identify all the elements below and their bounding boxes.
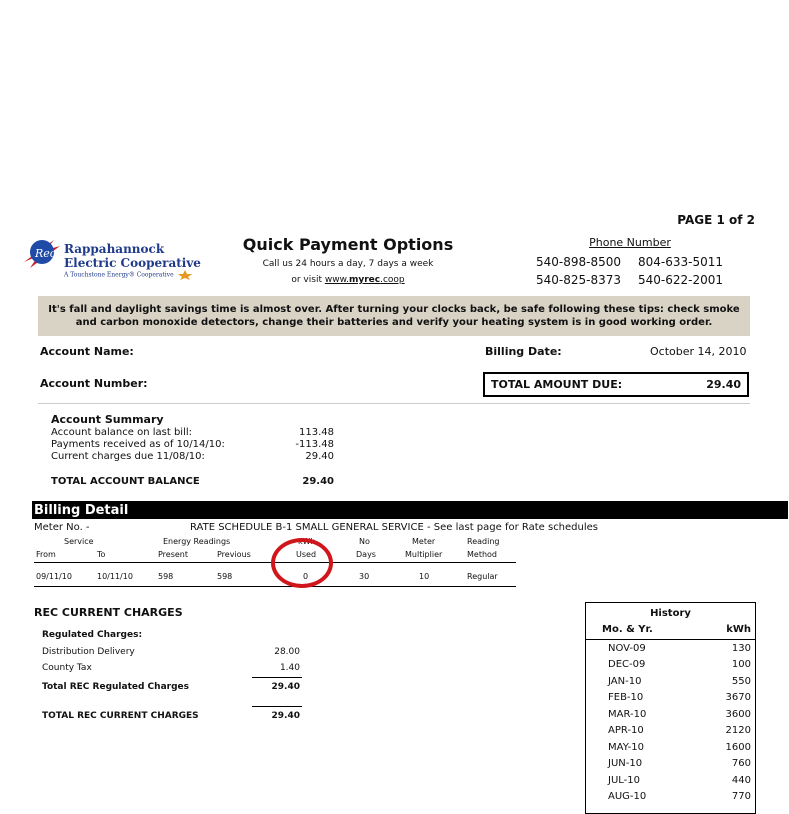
- row-days: 30: [359, 572, 370, 581]
- history-table: [585, 602, 756, 814]
- summary-row-2-value: -113.48: [295, 439, 334, 450]
- history-col-kwh: kWh: [726, 624, 751, 635]
- history-month: JAN-10: [608, 676, 642, 687]
- meter-number: Meter No. -: [34, 522, 90, 533]
- phone-header: Phone Number: [589, 236, 671, 249]
- billing-date-label: Billing Date:: [485, 345, 562, 358]
- hdr-from: From: [36, 550, 56, 559]
- hdr-to: To: [97, 550, 106, 559]
- history-kwh: 130: [731, 643, 751, 654]
- summary-row-1-value: 113.48: [299, 427, 334, 438]
- history-month: MAY-10: [608, 742, 644, 753]
- history-month: NOV-09: [608, 643, 646, 654]
- total-account-balance-value: 29.40: [302, 476, 334, 487]
- phone-number-1: 540-898-8500: [536, 255, 622, 269]
- website-link-post: .coop: [380, 275, 405, 285]
- history-month: JUN-10: [608, 758, 643, 769]
- hdr-meter: Meter: [412, 537, 436, 546]
- history-month: FEB-10: [608, 692, 644, 703]
- history-month: DEC-09: [608, 659, 646, 670]
- hdr-no: No: [359, 537, 370, 546]
- svg-text:Rec: Rec: [35, 247, 56, 260]
- phone-number-4: 540-622-2001: [638, 273, 724, 287]
- safety-banner: [38, 296, 750, 336]
- total-account-balance-label: TOTAL ACCOUNT BALANCE: [51, 476, 200, 487]
- regulated-charges-label: Regulated Charges:: [42, 630, 143, 640]
- phone-number-3: 540-825-8373: [536, 273, 622, 287]
- charge-item-2-value: 1.40: [279, 663, 300, 673]
- history-title: History: [650, 608, 691, 619]
- row-rule: [34, 586, 516, 587]
- current-total-label: TOTAL REC CURRENT CHARGES: [42, 711, 199, 721]
- billing-date: October 14, 2010: [650, 345, 747, 358]
- phone-number-2: 804-633-5011: [638, 255, 724, 269]
- row-method: Regular: [467, 572, 498, 581]
- account-summary-title: Account Summary: [51, 413, 164, 426]
- row-kwh-used: 0: [303, 572, 309, 581]
- row-to: 10/11/10: [97, 572, 133, 581]
- website-link-bold: myrec: [348, 275, 381, 285]
- regulated-total-value: 29.40: [271, 682, 300, 692]
- row-previous: 598: [217, 572, 233, 581]
- history-month: MAR-10: [608, 709, 647, 720]
- history-month: AUG-10: [608, 791, 647, 802]
- row-from: 09/11/10: [36, 572, 72, 581]
- history-month: JUL-10: [608, 775, 640, 786]
- history-month: APR-10: [608, 725, 644, 736]
- row-multiplier: 10: [419, 572, 430, 581]
- touchstone-logo-icon: [176, 270, 194, 280]
- hdr-energy-readings: Energy Readings: [163, 537, 231, 546]
- summary-row-1-label: Account balance on last bill:: [51, 427, 193, 438]
- hdr-method: Method: [467, 550, 498, 559]
- billing-detail-header: Billing Detail: [32, 501, 788, 519]
- history-col-month: Mo. & Yr.: [602, 624, 653, 635]
- hdr-previous: Previous: [217, 550, 251, 559]
- hdr-kwh: kWh: [298, 537, 316, 546]
- quick-payment-title: Quick Payment Options: [242, 235, 454, 254]
- logo-line-2: Electric Cooperative: [64, 256, 201, 270]
- charge-item-2-label: County Tax: [42, 663, 92, 673]
- history-kwh: 3670: [725, 692, 751, 703]
- history-kwh: 3600: [725, 709, 751, 720]
- banner-line-2: and carbon monoxide detectors, change their batteries and verify your heating system is in good working order.: [75, 317, 713, 328]
- website-link[interactable]: [325, 275, 405, 285]
- charge-item-1-label: Distribution Delivery: [42, 647, 135, 657]
- hdr-reading: Reading: [467, 537, 500, 546]
- history-kwh: 2120: [725, 725, 751, 736]
- hdr-days: Days: [356, 550, 376, 559]
- subtotal-rule: [252, 677, 302, 678]
- row-present: 598: [158, 572, 174, 581]
- total-rule: [252, 706, 302, 707]
- history-kwh: 1600: [725, 742, 751, 753]
- charges-title: REC CURRENT CHARGES: [34, 606, 183, 619]
- summary-row-2-label: Payments received as of 10/14/10:: [51, 439, 225, 450]
- history-kwh: 440: [731, 775, 751, 786]
- regulated-total-label: Total REC Regulated Charges: [42, 682, 189, 692]
- logo-tagline: [64, 270, 194, 280]
- hdr-used: Used: [296, 550, 317, 559]
- summary-row-3-label: Current charges due 11/08/10:: [51, 451, 205, 462]
- website-link-pre: www.: [324, 275, 349, 285]
- hdr-present: Present: [158, 550, 189, 559]
- history-kwh: 760: [731, 758, 751, 769]
- hdr-service: Service: [64, 537, 94, 546]
- visit-prefix: or visit: [291, 275, 325, 285]
- total-amount-due-box: [483, 372, 749, 397]
- quick-payment-line-2: [210, 275, 486, 285]
- quick-payment-line-1: Call us 24 hours a day, 7 days a week: [262, 259, 434, 269]
- history-header-rule: [586, 639, 755, 640]
- banner-line-1: It's fall and daylight savings time is almost over. After turning your clocks back, be safe following these tips: check smoke: [48, 304, 740, 315]
- current-total-value: 29.40: [271, 711, 300, 721]
- rate-schedule: RATE SCHEDULE B-1 SMALL GENERAL SERVICE - See last page for Rate schedules: [190, 522, 599, 533]
- summary-row-3-value: 29.40: [305, 451, 334, 462]
- charge-item-1-value: 28.00: [274, 647, 300, 657]
- account-number-label: Account Number:: [40, 377, 148, 390]
- history-kwh: 100: [731, 659, 751, 670]
- history-kwh: 770: [731, 791, 751, 802]
- page-number: PAGE 1 of 2: [677, 213, 755, 227]
- rec-logo-icon: [20, 232, 64, 272]
- account-name-label: Account Name:: [40, 345, 134, 358]
- kwh-used-highlight-circle: [271, 538, 333, 588]
- logo-tagline-text: A Touchstone Energy® Cooperative: [64, 271, 174, 279]
- divider: [38, 403, 750, 404]
- hdr-multiplier: Multiplier: [405, 550, 443, 559]
- total-due-value: 29.40: [706, 378, 741, 391]
- logo-line-1: Rappahannock: [64, 242, 165, 256]
- history-kwh: 550: [731, 676, 751, 687]
- total-due-label: TOTAL AMOUNT DUE:: [491, 378, 623, 391]
